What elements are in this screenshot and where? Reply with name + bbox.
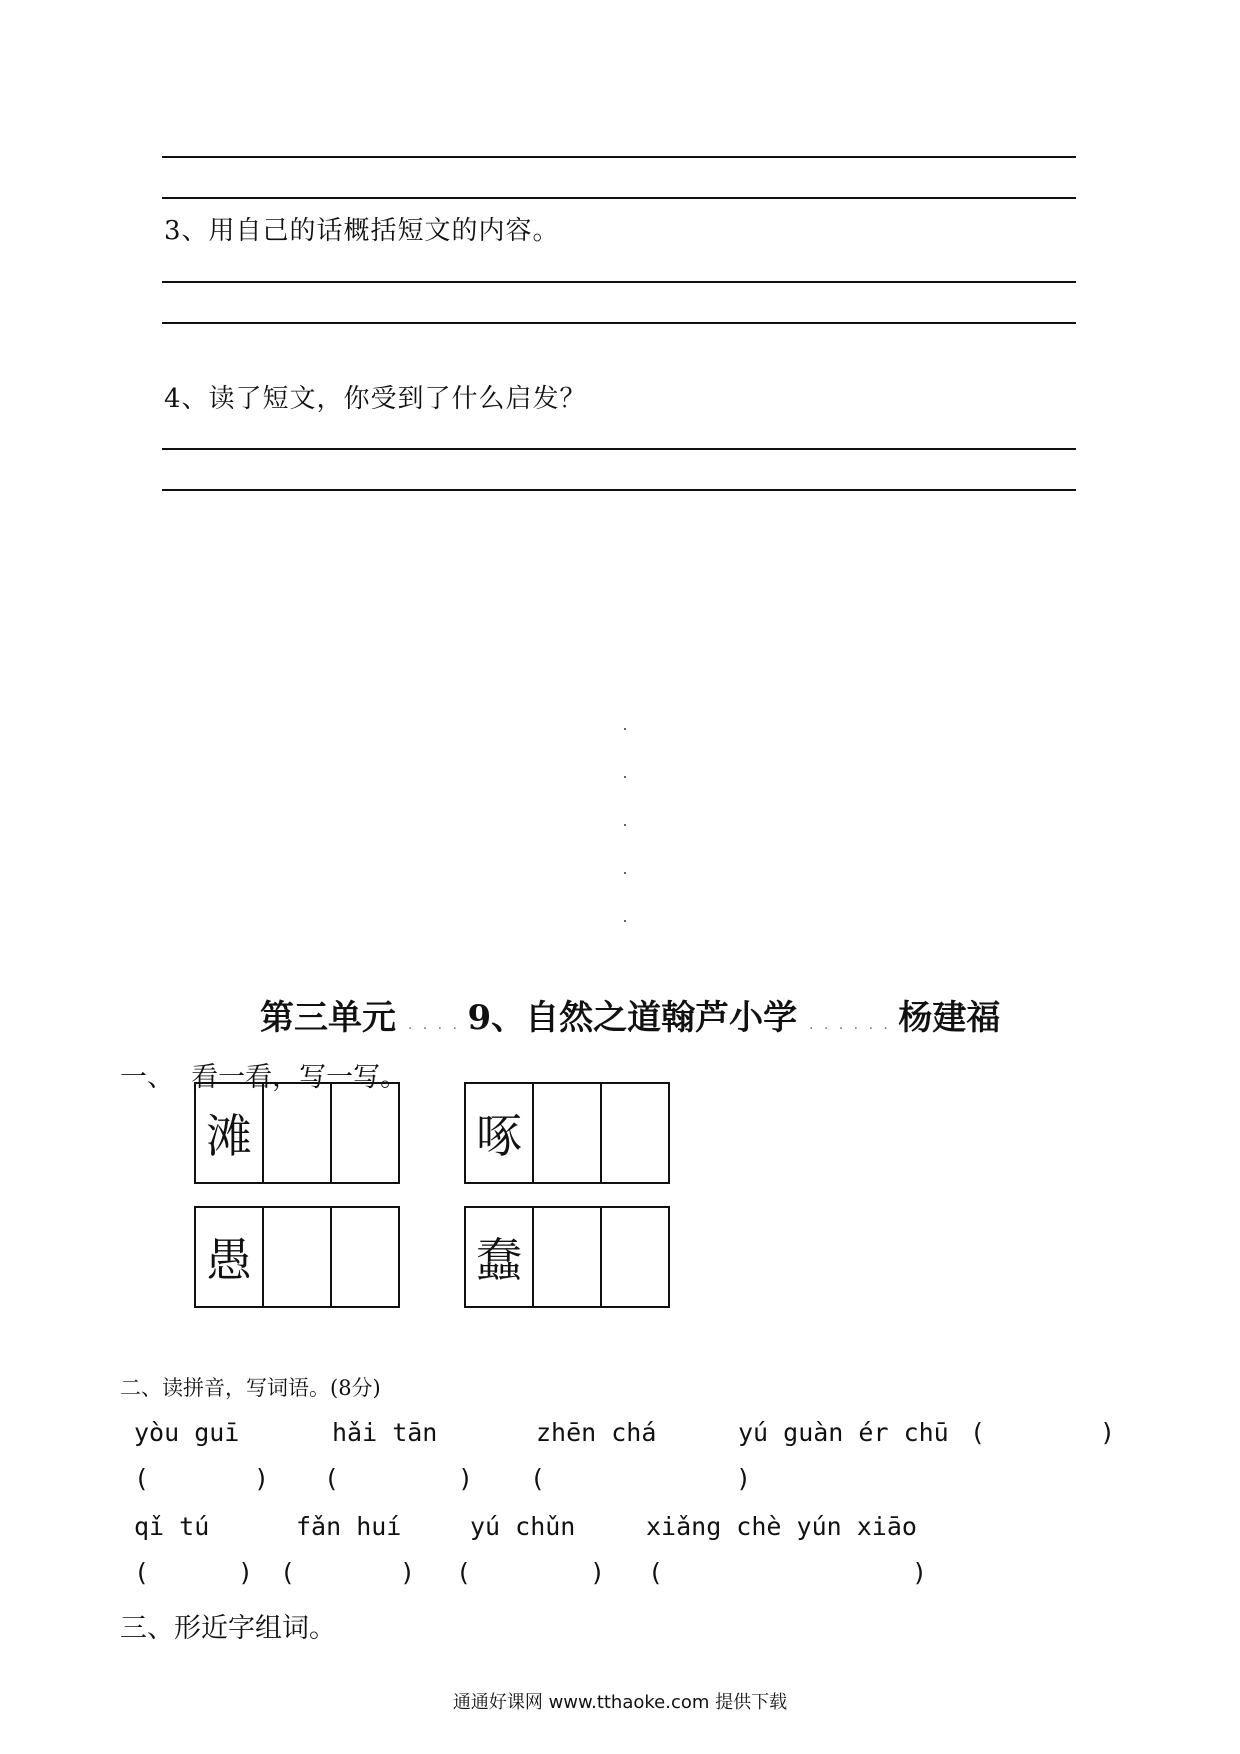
answer-paren-close: ) (458, 1464, 474, 1493)
char-box (194, 1206, 400, 1308)
answer-paren-close: ) (238, 1558, 254, 1587)
pinyin-word: yòu guī (134, 1418, 240, 1447)
lesson-title (260, 990, 1000, 1039)
answer-paren-open: ( (280, 1558, 296, 1587)
answer-paren-open: ( (134, 1558, 150, 1587)
answer-paren-open: ( (456, 1558, 472, 1587)
pinyin-word: hǎi tān (332, 1418, 438, 1447)
answer-line (162, 197, 1076, 199)
answer-paren-open: ( (134, 1464, 150, 1493)
answer-paren-open: ( (324, 1464, 340, 1493)
answer-line (162, 448, 1076, 450)
blank-cell[interactable] (330, 1208, 398, 1306)
lesson-name: 9、自然之道翰芦小学 (467, 998, 798, 1038)
title-dots: . . . . (407, 1017, 468, 1033)
footer-credit: 通通好课网 www.tthaoke.com 提供下载 (452, 1692, 788, 1713)
pinyin-word: yú guàn ér chū (738, 1418, 949, 1447)
separator-dot (624, 776, 626, 778)
answer-paren-close: ) (254, 1464, 270, 1493)
blank-cell[interactable] (262, 1208, 330, 1306)
answer-paren-open: ( (970, 1418, 986, 1447)
section-3-heading: 三、形近字组词。 (120, 1613, 336, 1644)
answer-line (162, 156, 1076, 158)
answer-line (162, 322, 1076, 324)
pinyin-word: fǎn huí (296, 1512, 402, 1541)
pinyin-word: zhēn chá (536, 1418, 657, 1447)
separator-dot (624, 728, 626, 730)
char-box (464, 1082, 670, 1184)
blank-cell[interactable] (600, 1084, 668, 1182)
separator-dot (624, 824, 626, 826)
blank-cell[interactable] (600, 1208, 668, 1306)
answer-paren-close: ) (590, 1558, 606, 1587)
answer-paren-open: ( (530, 1464, 546, 1493)
char-cell: 蠢 (476, 1233, 522, 1287)
unit-label: 第三单元 (260, 998, 396, 1038)
answer-paren-close: ) (1100, 1418, 1116, 1447)
blank-cell[interactable] (330, 1084, 398, 1182)
pinyin-word: yú chǔn (470, 1512, 576, 1541)
char-cell: 滩 (206, 1109, 252, 1163)
answer-line (162, 489, 1076, 491)
author-name: 杨建福 (898, 998, 1001, 1038)
blank-cell[interactable] (532, 1084, 600, 1182)
section-1-heading: 一、 看一看，写一写。 (120, 1062, 408, 1093)
separator-dot (624, 872, 626, 874)
question-4: 4、读了短文，你受到了什么启发？ (164, 384, 587, 414)
pinyin-word: qǐ tú (134, 1512, 210, 1541)
char-box (464, 1206, 670, 1308)
answer-paren-close: ) (912, 1558, 928, 1587)
char-cell: 啄 (476, 1109, 522, 1163)
answer-paren-open: ( (648, 1558, 664, 1587)
title-dots: . . . . . . (808, 1017, 899, 1033)
blank-cell[interactable] (262, 1084, 330, 1182)
char-cell: 愚 (206, 1233, 252, 1287)
answer-paren-close: ) (736, 1464, 752, 1493)
separator-dot (624, 920, 626, 922)
blank-cell[interactable] (532, 1208, 600, 1306)
char-box (194, 1082, 400, 1184)
answer-line (162, 281, 1076, 283)
section-2-heading: 二、读拼音，写词语。(8分) (120, 1376, 381, 1400)
pinyin-word: xiǎng chè yún xiāo (646, 1512, 917, 1541)
answer-paren-close: ) (400, 1558, 416, 1587)
question-3: 3、用自己的话概括短文的内容。 (164, 216, 560, 246)
